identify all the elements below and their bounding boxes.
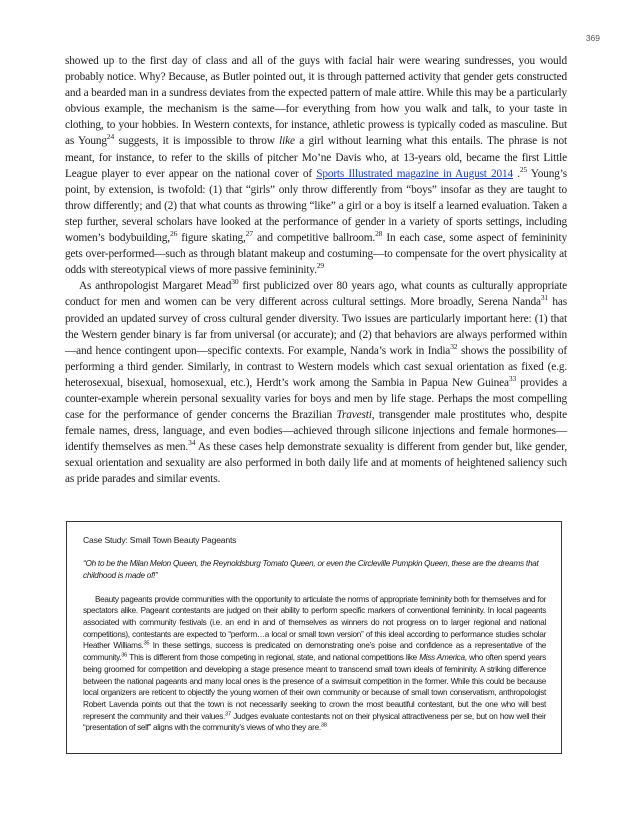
footnote-ref-31[interactable]: 31 (540, 293, 549, 303)
text-run: This is different from those competing in regional, state, and national competitions like (127, 653, 420, 663)
text-run: has provided an updated survey of cross cultural gender diversity. Two issues are particularly important here: (1) that the Western gender binary is far from universal (or accurate); and (2) that behaviors are always performed within—and hence contingent upon—specific contexts. For example, Nanda’s work in India (65, 296, 567, 357)
paragraph-1 (65, 53, 567, 278)
footnote-ref-32[interactable]: 32 (450, 341, 458, 351)
text-run: . (513, 167, 520, 180)
emphasis: Miss America (419, 653, 465, 663)
text-run: In these settings, success is predicated on demonstrating one’s poise and confidence as a representative of the community. (83, 641, 546, 663)
text-run: In each case, some aspect of femininity gets over-performed—such as through blatant makeup and costuming—to compensate for the overt physicality at odds with stereotypical views of more passive femininity. (65, 232, 567, 277)
emphasis: like (279, 135, 295, 148)
case-study-title: Case Study: Small Town Beauty Pageants (83, 535, 237, 545)
footnote-ref-38[interactable]: 38 (320, 722, 327, 729)
text-run: provides a counter-example wherein personal sexuality varies for boys and men by life stage. Perhaps the most compelling case for the performance of gender concerns the Brazilian (65, 376, 567, 422)
text-run: Beauty pageants provide communities with the opportunity to articulate the norms of appropriate femininity both for themselves and for spectators alike. Pageant contestants are judged on their ability to perform specific markers of conventional femininity. In local pageants associated with community festivals (i.e. an end in and of themselves as winners do not progress on to larger regional and national competitions), contestants are expected to “perform…a local or small town version” of this ideal according to performance studies scholar Heather Williams. (83, 594, 546, 651)
text-run: , who often spend years being groomed for competition and developing a stage presence meant to transcend small town ideals of femininity. A striking difference between the national pageants and many local ones is the presence of a swimsuit competition in the former. While this could be because local organizers are reticent to objectify the young women of their own community or because of small town conservatism, anthropologist Robert Lavenda points out that the town is not necessarily seeking to crown the most beautiful contestant, but the one who will best represent the community and their values. (83, 653, 546, 721)
text-run: figure skating, (177, 232, 246, 245)
text-run: As anthropologist Margaret Mead (79, 280, 232, 293)
body-text (65, 53, 567, 488)
text-run: As these cases help demonstrate sexuality is different from gender but, like gender, sexual orientation and sexuality are also performed in both daily life and at moments of heightened saliency such as pride parades and similar events. (65, 441, 568, 486)
text-run: and competitive ballroom. (252, 232, 376, 245)
emphasis: Travesti (336, 409, 372, 422)
footnote-ref-35[interactable]: 35 (143, 640, 150, 647)
text-run: showed up to the first day of class and all of the guys with facial hair were wearing sundresses, you would probably notice. Why? Because, as Butler pointed out, it is through patterned activity that gender gets constructed and a bearded man in a sundress deviates from the expected pattern of male attire. While this may be a particularly obvious example, the mechanism is the same—for everything from how you walk and talk, to your taste in clothing, to your hobbies. In Western contexts, for instance, athletic prowess is typically coded as masculine. But as Young (65, 55, 567, 148)
footnote-ref-37[interactable]: 37 (225, 710, 231, 717)
text-run: shows the possibility of performing a third gender. Similarly, in contrast to Western models which cast sexual orientation as fixed (e.g. heterosexual, bisexual, homosexual, etc.), Herdt’s work among the Sambia in Papua New Guinea (65, 344, 567, 389)
text-run: first publicized over 80 years ago, what counts as culturally appropriate conduct for men and women can be very different across cultural settings. More broadly, Serena Nanda (65, 280, 567, 309)
text-run: Young’s point, by extension, is twofold: (1) that “girls” only throw differently from “boys” insofar as they are taught to throw differently; and (2) that what counts as throwing “like” a girl or a boy is itself a learned evaluation. Taken a step further, several scholars have looked at the performance of gender in a variety of sports settings, including women’s bodybuilding, (65, 167, 567, 245)
footnote-ref-36[interactable]: 36 (121, 652, 128, 659)
case-study-quote: “Oh to be the Milan Melon Queen, the Reynoldsburg Tomato Queen, or even the Circleville Pumpkin Queen, these are the dreams that childhood is made of!” (83, 559, 539, 580)
footnote-ref-27[interactable]: 27 (245, 229, 253, 239)
footnote-ref-28[interactable]: 28 (375, 229, 383, 239)
footnote-ref-25[interactable]: 25 (519, 164, 528, 174)
page-number: 369 (585, 33, 600, 43)
footnote-ref-30[interactable]: 30 (231, 277, 239, 287)
text-run: suggests, it is impossible to throw (114, 135, 280, 148)
sports-illustrated-link[interactable]: Sports Illustrated magazine in August 2014 (316, 167, 513, 180)
footnote-ref-33[interactable]: 33 (508, 374, 517, 384)
case-study-body (83, 594, 546, 734)
text-run: Judges evaluate contestants not on their physical attractiveness per se, but on how well their “presentation of self” aligns with the community’s views of who they are. (83, 711, 546, 733)
text-run: , transgender male prostitutes who, despite female names, dress, language, and even bodies—achieved through silicone injections and female hormones—identify themselves as men. (65, 409, 568, 454)
footnote-ref-24[interactable]: 24 (106, 132, 115, 142)
footnote-ref-29[interactable]: 29 (316, 261, 324, 271)
footnote-ref-34[interactable]: 34 (188, 438, 196, 448)
text-run: a girl without learning what this entails. The phrase is not meant, for instance, to refer to the skills of pitcher Mo’ne Davis who, at 13-years old, became the first Little League player to ever appear on the national cover of (65, 135, 567, 180)
footnote-ref-26[interactable]: 26 (169, 229, 178, 239)
case-study-box (66, 521, 562, 754)
paragraph-2 (65, 278, 567, 487)
